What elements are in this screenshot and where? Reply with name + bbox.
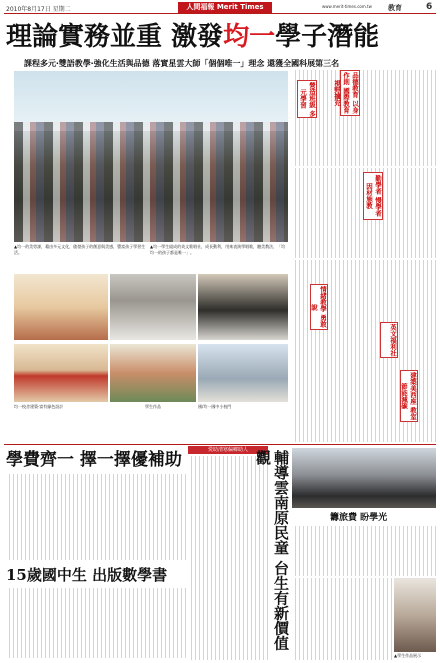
page-number: 6 [426, 2, 433, 12]
students-line-photo [198, 274, 288, 340]
bottom-corner-photo [394, 578, 436, 652]
campus-photo [14, 344, 108, 402]
article-body-bottom [292, 578, 392, 660]
photo-students [14, 122, 288, 242]
artwork-photo [110, 344, 196, 402]
main-photo [14, 71, 288, 242]
subhead-box-5: 英文福利社 [380, 322, 398, 358]
teacher-photo [110, 274, 196, 340]
masthead-rule [4, 13, 436, 14]
subhead-box-4: 情緒教學 勇敢說 [310, 284, 328, 330]
paper-logo: 人間福報 Merit Times [178, 2, 272, 13]
caption-gate: 國/均一國中小校門 [198, 404, 232, 409]
caption-artwork: 學生作品 [145, 404, 161, 409]
subhead-box-2: 營造班級 多元學習 [299, 81, 316, 117]
article-title-math-book: 15歲國中生 出版數學書 [6, 566, 168, 584]
main-photo-caption-right: ▲均一學生組成的英文歌唱社，成長動利，用來表演學唱歌，聽美教法，「均均一的孩子都是唯一」。 [150, 244, 286, 255]
subhead-box-6: 建築美西座 教室節能減碳 [400, 370, 418, 422]
article-body-tuition [6, 474, 186, 560]
article-body-lower [14, 412, 288, 442]
subhead-box-3: 勤學者 慢學者 因材施教 [363, 172, 383, 220]
photo-title-travel-fund: 籌旅費 盼學光 [330, 513, 388, 523]
subhead-box-1: 品德教育 以身作則 國際教育 視野擴充 [340, 70, 360, 116]
article-body-travel-fund [292, 526, 436, 576]
caption-campus: 均一校舍建築‧富有綠色設計 [14, 404, 64, 409]
yunnan-students-photo [292, 448, 436, 508]
page-headline [6, 16, 434, 58]
section-divider [4, 444, 436, 445]
main-photo-caption-left: ▲均一的美勞課，藉由多元文化，啟發孩子的創意與美感，豐富孩子學習生活。 [14, 244, 146, 255]
headline-part-1: 理論實務並重 激發 [6, 22, 224, 52]
paper-url: www.merit-times.com.tw [322, 4, 372, 9]
gate-photo [198, 344, 288, 402]
article-title-tuition: 學費齊一 擇一擇優補助 [6, 450, 182, 470]
section-name: 教育 [388, 4, 402, 12]
headline-part-2: 學子潛能 [275, 22, 380, 52]
article-body-math-book [6, 588, 186, 658]
issue-date: 2010年8月17日 星期二 [6, 6, 71, 13]
school-building-photo [14, 274, 108, 340]
article-title-yunnan: 輔導雲南原民童 台生有新價值觀 [254, 450, 290, 651]
page-subhead: 課程多元‧雙語教學‧強化生活與品德 落實星雲大師「個個唯一」理念 還獲全國科展第三名 [24, 59, 340, 68]
feature-tag: 愛助清寒偏鄉助人 [188, 446, 268, 454]
headline-highlight: 均一 [223, 22, 276, 52]
article-body-yunnan [188, 456, 268, 660]
bottom-corner-caption: ▲學生作品展示 [394, 653, 422, 658]
